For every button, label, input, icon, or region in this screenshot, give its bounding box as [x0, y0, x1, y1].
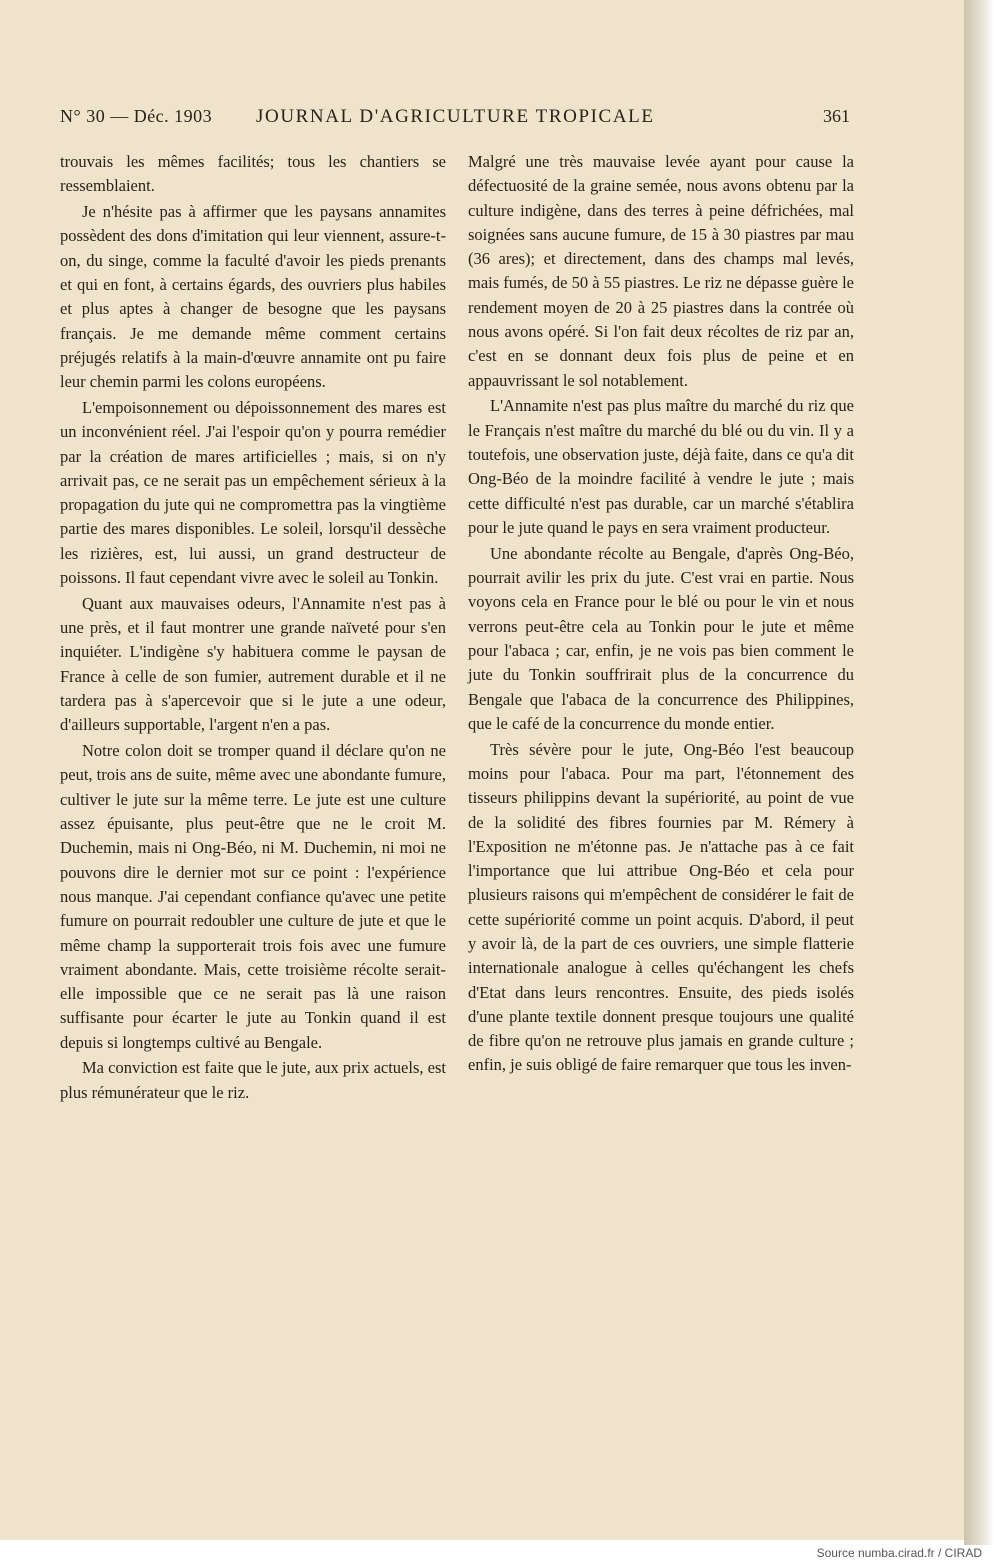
- issue-date: N° 30 — Déc. 1903: [60, 106, 213, 126]
- page-edge: [964, 0, 994, 1545]
- left-column: [60, 150, 446, 1107]
- paragraph: L'Annamite n'est pas plus maître du marché du riz que le Français n'est maître du marché du blé ou du vin. Il y a toutefois, une observation juste, déjà faite, dans ce qu'a dit Ong-Béo de la moindre facilité à vendre le jute ; mais cette difficulté n'est pas durable, car un marché s'établira pour le jute quand le pays en sera vraiment producteur.: [468, 396, 854, 537]
- paragraph: Malgré une très mauvaise levée ayant pour cause la défectuosité de la graine semée, nous avons obtenu par la culture indigène, dans des terres à peine défrichées, mal soignées sans aucune fumure, de 15 à 30 piastres par mau (36 ares); et directement, dans des champs mal levés, mais fumés, de 50 à 55 piastres. Le riz ne dépasse guère le rendement moyen de 20 à 25 piastres dans la contrée où nous avons opéré. Si l'on fait deux récoltes de riz par an, c'est en se donnant deux fois plus de peine et en appauvrissant le sol notablement.: [468, 152, 854, 390]
- paragraph: Très sévère pour le jute, Ong-Béo l'est beaucoup moins pour l'abaca. Pour ma part, l'étonnement des tisseurs philippins devant la supériorité, au point de vue de la solidité des fibres fournies par M. Rémery à l'Exposition ne m'étonne pas. Je n'attache pas à ce fait l'importance que lui attribue Ong-Béo et cela pour plusieurs raisons qui m'empêchent de considérer le fait de cette supériorité comme un point acquis. D'abord, il peut y avoir là, de la part de ces ouvriers, une simple flatterie internationale analogue à celles qu'échangent les chefs d'Etat dans leurs rencontres. Ensuite, des pieds isolés d'une plante textile donnent presque toujours une qualité de fibre qu'on ne retrouve plus jamais en grande culture ; enfin, je suis obligé de faire remarquer que tous les inven-: [468, 739, 854, 1075]
- page-number: 361: [823, 106, 850, 126]
- journal-title: JOURNAL D'AGRICULTURE TROPICALE: [256, 106, 655, 127]
- paragraph: Ma conviction est faite que le jute, aux prix actuels, est plus rémunérateur que le riz.: [60, 1058, 446, 1102]
- paragraph: Une abondante récolte au Bengale, d'après Ong-Béo, pourrait avilir les prix du jute. C'est vrai en partie. Nous voyons cela en France pour le blé ou pour le vin et nous verrons peut-être cela au Tonkin pour le jute et même pour l'abaca ; car, enfin, je ne vois pas bien comment le jute du Tonkin souffrirait plus de la concurrence du Bengale que l'abaca de la concurrence des Philippines, que le café de la concurrence du monde entier.: [468, 543, 854, 733]
- right-column: [468, 150, 854, 1079]
- paragraph: Quant aux mauvaises odeurs, l'Annamite n'est pas à une près, et il faut montrer une grande naïveté pour s'en inquiéter. L'indigène s'y habituera comme le paysan de France à celle de son fumier, autrement durable et il ne tardera pas à s'apercevoir que si le jute a une odeur, d'ailleurs supportable, l'argent n'en a pas.: [60, 593, 446, 735]
- running-header: [60, 106, 850, 132]
- paragraph: Notre colon doit se tromper quand il déclare qu'on ne peut, trois ans de suite, même avec une abondante fumure, cultiver le jute sur la même terre. Le jute est une culture assez épuisante, plus peut-être que ne le croit M. Duchemin, mais ni Ong-Béo, ni M. Duchemin, ni moi ne pouvons dire le dernier mot sur ce point : l'expérience nous manque. J'ai cependant confiance qu'avec une petite fumure on pourrait redoubler une culture de jute et que le même champ la supporterait trois fois avec une fumure vraiment abondante. Mais, cette troisième récolte serait-elle impossible que ce ne serait pas là une raison suffisante pour écarter le jute au Tonkin quand il est depuis si longtemps cultivé au Bengale.: [60, 741, 446, 1052]
- paragraph: Je n'hésite pas à affirmer que les paysans annamites possèdent des dons d'imitation qui leur viennent, assure-t-on, du singe, comme la faculté d'avoir les pieds prenants et qui en font, à certains égards, des ouvriers plus habiles et plus aptes à changer de besogne que les paysans français. Je me demande même comment certains préjugés relatifs à la main-d'œuvre annamite ont pu faire leur chemin parmi les colons européens.: [60, 202, 446, 392]
- source-credit: Source numba.cirad.fr / CIRAD: [816, 1546, 982, 1560]
- paragraph: L'empoisonnement ou dépoissonnement des mares est un inconvénient réel. J'ai l'espoir qu'on y pourra remédier par la création de mares artificielles ; mais, si on n'y arrivait pas, ce ne serait pas un empêchement sérieux à la propagation du jute qui ne compromettra pas la vingtième partie des mares disponibles. Le soleil, lorsqu'il dessèche les rizières, est, lui aussi, un grand destructeur de poissons. Il faut cependant vivre avec le soleil au Tonkin.: [60, 397, 446, 588]
- paragraph: trouvais les mêmes facilités; tous les chantiers se ressemblaient.: [60, 152, 446, 196]
